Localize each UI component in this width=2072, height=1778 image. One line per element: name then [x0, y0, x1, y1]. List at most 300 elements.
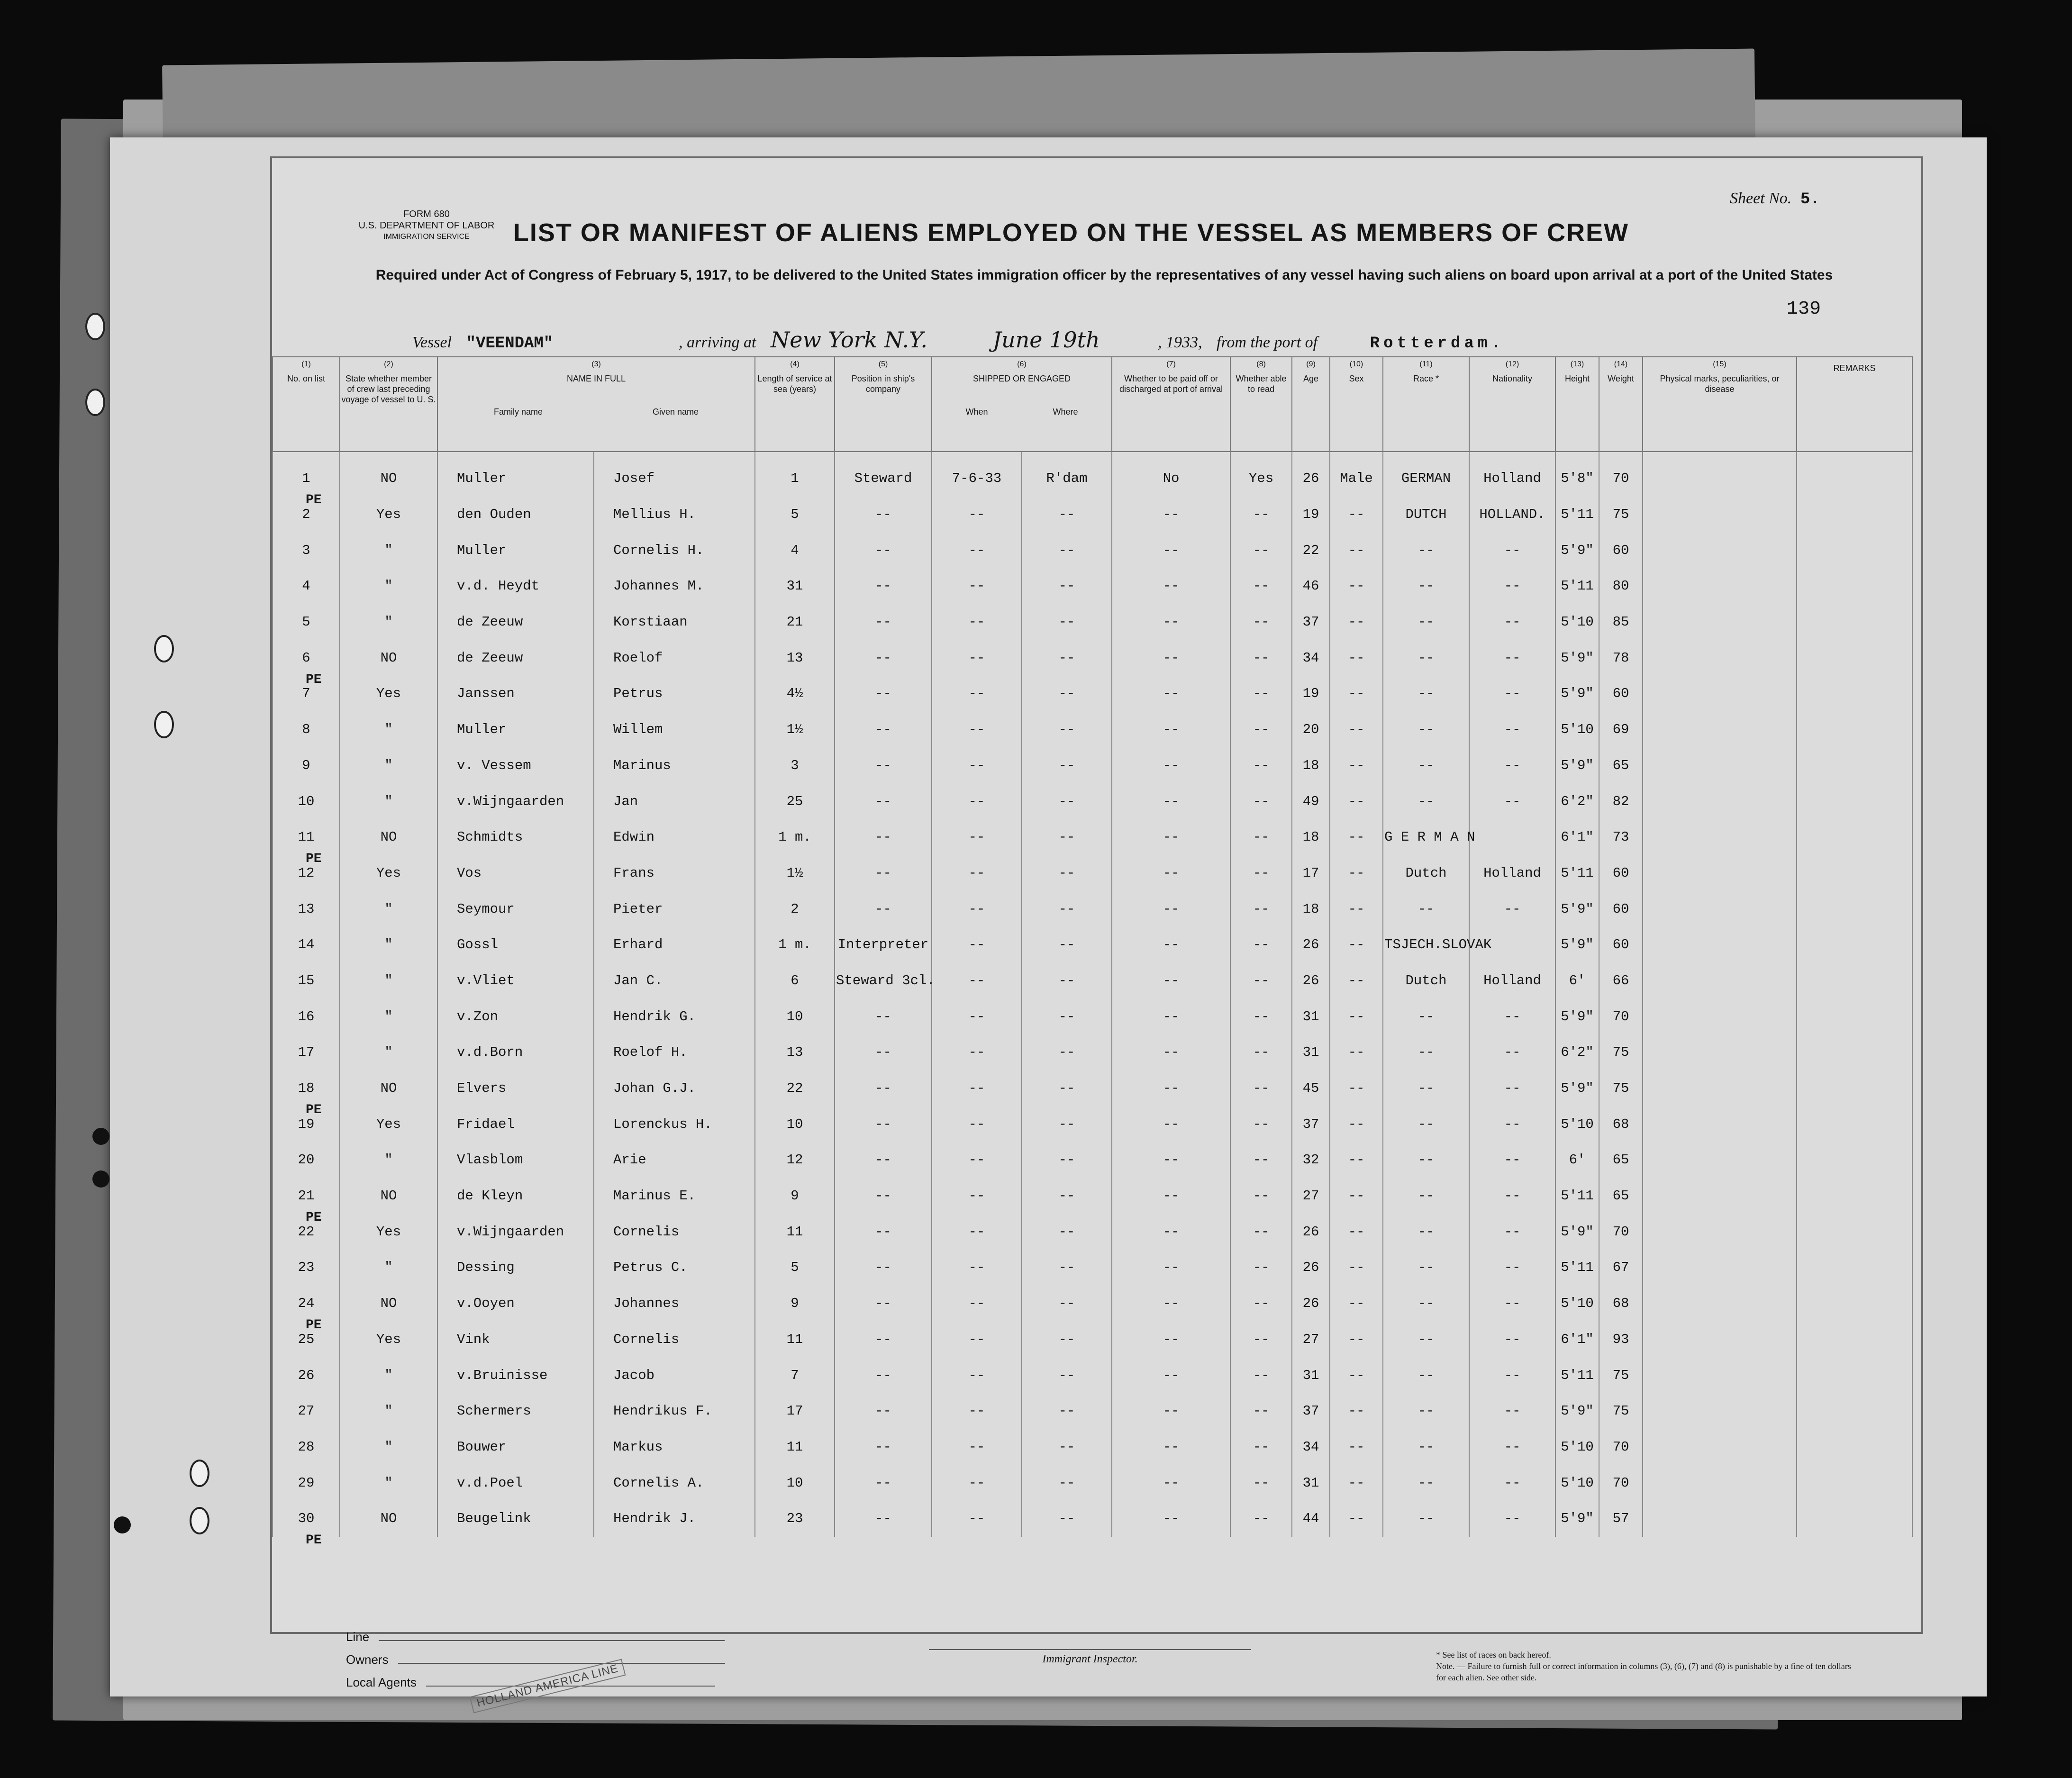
sex-cell: --: [1330, 1250, 1383, 1286]
remarks-cell: [1797, 676, 1912, 712]
physical-marks-cell: [1643, 1142, 1797, 1178]
age-cell: 27: [1292, 1322, 1330, 1358]
weight-cell: 70: [1599, 1214, 1643, 1250]
weight-cell: 82: [1599, 783, 1643, 819]
row-number-cell: 1: [273, 452, 340, 497]
age-cell: 18: [1292, 819, 1330, 855]
height-cell: 6': [1555, 963, 1599, 999]
age-cell: 49: [1292, 783, 1330, 819]
given-name-cell: Mellius H.: [594, 497, 755, 533]
given-name-cell: Marinus: [594, 748, 755, 784]
shipped-where-cell: --: [1022, 963, 1112, 999]
able-to-read-cell: --: [1230, 604, 1292, 640]
paid-off-cell: --: [1112, 783, 1230, 819]
service-length-cell: 1½: [755, 855, 835, 891]
shipped-where-cell: R'dam: [1022, 452, 1112, 497]
weight-cell: 68: [1599, 1286, 1643, 1322]
height-cell: 6'1": [1555, 1322, 1599, 1358]
service-length-cell: 5: [755, 497, 835, 533]
able-to-read-cell: --: [1230, 1357, 1292, 1393]
paid-off-cell: --: [1112, 640, 1230, 676]
nationality-cell: --: [1469, 1393, 1555, 1429]
nationality-cell: --: [1469, 712, 1555, 748]
paid-off-cell: --: [1112, 748, 1230, 784]
position-cell: --: [835, 1106, 932, 1142]
physical-marks-cell: [1643, 1178, 1797, 1214]
family-name-cell: Schmidts: [437, 819, 594, 855]
weight-cell: 75: [1599, 1070, 1643, 1107]
inspector-signature-label: Immigrant Inspector.: [929, 1649, 1251, 1666]
paid-off-cell: --: [1112, 1250, 1230, 1286]
remarks-cell: [1797, 927, 1912, 963]
shipped-where-cell: --: [1022, 1322, 1112, 1358]
remarks-cell: [1797, 1429, 1912, 1465]
able-to-read-cell: --: [1230, 1465, 1292, 1501]
crew-manifest-table: [272, 356, 1913, 1537]
paid-off-cell: --: [1112, 855, 1230, 891]
nationality-cell: --: [1469, 1250, 1555, 1286]
physical-marks-cell: [1643, 1214, 1797, 1250]
previous-voyage-cell: ": [340, 1429, 437, 1465]
row-number-cell: 13: [273, 891, 340, 927]
position-cell: --: [835, 1142, 932, 1178]
physical-marks-cell: [1643, 568, 1797, 604]
able-to-read-cell: --: [1230, 1178, 1292, 1214]
family-name-cell: v.Bruinisse: [437, 1357, 594, 1393]
able-to-read-cell: Yes: [1230, 452, 1292, 497]
table-row: [273, 1214, 1912, 1250]
service-length-cell: 21: [755, 604, 835, 640]
shipped-when-cell: --: [932, 712, 1022, 748]
age-cell: 31: [1292, 1357, 1330, 1393]
physical-marks-cell: [1643, 963, 1797, 999]
nationality-cell: [1469, 819, 1555, 855]
family-name-cell: v.Wijngaarden: [437, 783, 594, 819]
paid-off-cell: --: [1112, 676, 1230, 712]
physical-marks-cell: [1643, 1250, 1797, 1286]
family-name-cell: v.d.Poel: [437, 1465, 594, 1501]
nationality-cell: --: [1469, 676, 1555, 712]
sex-cell: Male: [1330, 452, 1383, 497]
row-number-cell: 28: [273, 1429, 340, 1465]
shipped-where-cell: --: [1022, 1070, 1112, 1107]
remarks-cell: [1797, 452, 1912, 497]
table-row: [273, 1322, 1912, 1358]
able-to-read-cell: --: [1230, 640, 1292, 676]
sheet-number-value: 5.: [1800, 190, 1820, 209]
family-name-cell: v.Zon: [437, 998, 594, 1034]
age-cell: 31: [1292, 1034, 1330, 1070]
age-cell: 22: [1292, 532, 1330, 568]
age-cell: 26: [1292, 1250, 1330, 1286]
row-number-cell: 24: [273, 1286, 340, 1322]
row-number-cell: 2: [273, 497, 340, 533]
race-cell: --: [1383, 1070, 1469, 1107]
sex-cell: --: [1330, 604, 1383, 640]
shipped-where-cell: --: [1022, 1465, 1112, 1501]
paid-off-cell: --: [1112, 819, 1230, 855]
vessel-line: [412, 327, 1881, 353]
age-cell: 31: [1292, 1465, 1330, 1501]
height-cell: 5'9": [1555, 1070, 1599, 1107]
arrival-port: New York N.Y.: [771, 327, 928, 353]
position-cell: --: [835, 1429, 932, 1465]
shipped-where-cell: --: [1022, 568, 1112, 604]
shipped-when-cell: --: [932, 1465, 1022, 1501]
remarks-cell: [1797, 963, 1912, 999]
weight-cell: 75: [1599, 1357, 1643, 1393]
nationality-cell: --: [1469, 783, 1555, 819]
column-header: (9) Age: [1292, 357, 1330, 452]
nationality-cell: --: [1469, 1465, 1555, 1501]
service-length-cell: 6: [755, 963, 835, 999]
remarks-cell: [1797, 819, 1912, 855]
service-length-cell: 1: [755, 452, 835, 497]
row-number-cell: 12: [273, 855, 340, 891]
race-cell: G E R M A N: [1383, 819, 1469, 855]
able-to-read-cell: --: [1230, 927, 1292, 963]
arriving-label: , arriving at: [679, 334, 756, 351]
position-cell: --: [835, 1178, 932, 1214]
shipped-when-cell: --: [932, 748, 1022, 784]
remarks-cell: [1797, 891, 1912, 927]
pe-mark: PE: [306, 1318, 322, 1333]
family-name-cell: v.d. Heydt: [437, 568, 594, 604]
able-to-read-cell: --: [1230, 1286, 1292, 1322]
remarks-cell: [1797, 1501, 1912, 1537]
height-cell: 5'11: [1555, 855, 1599, 891]
binder-hole-icon: [154, 635, 174, 662]
sex-cell: --: [1330, 640, 1383, 676]
nationality-cell: --: [1469, 1322, 1555, 1358]
physical-marks-cell: [1643, 1070, 1797, 1107]
weight-cell: 65: [1599, 1178, 1643, 1214]
previous-voyage-cell: NO: [340, 1501, 437, 1537]
position-cell: Steward 3cl.: [835, 963, 932, 999]
column-header: (7) Whether to be paid off or discharged at port of arrival: [1112, 357, 1230, 452]
sex-cell: --: [1330, 1429, 1383, 1465]
previous-voyage-cell: NO: [340, 1178, 437, 1214]
physical-marks-cell: [1643, 1429, 1797, 1465]
shipped-when-cell: --: [932, 1070, 1022, 1107]
previous-voyage-cell: ": [340, 568, 437, 604]
row-number-cell: 8: [273, 712, 340, 748]
column-header: (5) Position in ship's company: [835, 357, 932, 452]
service-length-cell: 13: [755, 1034, 835, 1070]
previous-voyage-cell: Yes: [340, 1214, 437, 1250]
physical-marks-cell: [1643, 1286, 1797, 1322]
race-cell: --: [1383, 1178, 1469, 1214]
position-cell: --: [835, 532, 932, 568]
position-cell: --: [835, 497, 932, 533]
physical-marks-cell: [1643, 1034, 1797, 1070]
row-number-cell: 21: [273, 1178, 340, 1214]
weight-cell: 85: [1599, 604, 1643, 640]
pe-mark: PE: [306, 493, 322, 508]
age-cell: 34: [1292, 640, 1330, 676]
family-name-cell: Elvers: [437, 1070, 594, 1107]
physical-marks-cell: [1643, 452, 1797, 497]
sex-cell: --: [1330, 1070, 1383, 1107]
row-number-cell: 6: [273, 640, 340, 676]
weight-cell: 66: [1599, 963, 1643, 999]
arrival-year: , 1933,: [1158, 334, 1202, 351]
pe-mark: PE: [306, 672, 322, 687]
paid-off-cell: --: [1112, 497, 1230, 533]
sex-cell: --: [1330, 1142, 1383, 1178]
able-to-read-cell: --: [1230, 1393, 1292, 1429]
shipped-when-cell: --: [932, 1322, 1022, 1358]
service-length-cell: 23: [755, 1501, 835, 1537]
table-row: [273, 1286, 1912, 1322]
table-row: [273, 1357, 1912, 1393]
race-cell: --: [1383, 891, 1469, 927]
able-to-read-cell: --: [1230, 1322, 1292, 1358]
able-to-read-cell: --: [1230, 748, 1292, 784]
shipped-when-cell: --: [932, 1393, 1022, 1429]
family-name-cell: Schermers: [437, 1393, 594, 1429]
position-cell: --: [835, 1250, 932, 1286]
position-cell: --: [835, 1286, 932, 1322]
form-number: FORM 680: [403, 209, 450, 219]
shipped-when-cell: --: [932, 1357, 1022, 1393]
weight-cell: 65: [1599, 748, 1643, 784]
shipped-where-cell: --: [1022, 640, 1112, 676]
service-length-cell: 22: [755, 1070, 835, 1107]
height-cell: 5'9": [1555, 998, 1599, 1034]
race-cell: --: [1383, 1034, 1469, 1070]
physical-marks-cell: [1643, 532, 1797, 568]
position-cell: --: [835, 604, 932, 640]
race-cell: --: [1383, 1357, 1469, 1393]
shipped-where-cell: --: [1022, 497, 1112, 533]
able-to-read-cell: --: [1230, 1106, 1292, 1142]
age-cell: 26: [1292, 963, 1330, 999]
row-number-cell: 10: [273, 783, 340, 819]
previous-voyage-cell: NO: [340, 1286, 437, 1322]
race-cell: --: [1383, 1142, 1469, 1178]
column-header: (15) Physical marks, peculiarities, or disease: [1643, 357, 1797, 452]
shipped-when-cell: --: [932, 1214, 1022, 1250]
service-length-cell: 10: [755, 1465, 835, 1501]
height-cell: 5'10: [1555, 1465, 1599, 1501]
weight-cell: 75: [1599, 1393, 1643, 1429]
nationality-cell: --: [1469, 1286, 1555, 1322]
service-length-cell: 9: [755, 1178, 835, 1214]
given-name-cell: Roelof: [594, 640, 755, 676]
shipped-where-cell: --: [1022, 819, 1112, 855]
nationality-cell: --: [1469, 1214, 1555, 1250]
table-row: [273, 1393, 1912, 1429]
nationality-cell: --: [1469, 1106, 1555, 1142]
sex-cell: --: [1330, 927, 1383, 963]
previous-voyage-cell: ": [340, 1250, 437, 1286]
race-cell: --: [1383, 1429, 1469, 1465]
family-name-cell: de Zeeuw: [437, 604, 594, 640]
previous-voyage-cell: NO: [340, 452, 437, 497]
service-length-cell: 2: [755, 891, 835, 927]
able-to-read-cell: --: [1230, 1142, 1292, 1178]
shipped-when-cell: --: [932, 676, 1022, 712]
shipped-when-cell: --: [932, 532, 1022, 568]
weight-cell: 70: [1599, 1465, 1643, 1501]
row-number-cell: 7: [273, 676, 340, 712]
height-cell: 5'11: [1555, 1250, 1599, 1286]
age-cell: 37: [1292, 1393, 1330, 1429]
physical-marks-cell: [1643, 891, 1797, 927]
given-name-cell: Jan C.: [594, 963, 755, 999]
physical-marks-cell: [1643, 819, 1797, 855]
column-header: (14) Weight: [1599, 357, 1643, 452]
shipped-when-cell: --: [932, 1250, 1022, 1286]
physical-marks-cell: [1643, 497, 1797, 533]
race-cell: --: [1383, 998, 1469, 1034]
nationality-cell: --: [1469, 891, 1555, 927]
shipped-where-cell: --: [1022, 676, 1112, 712]
position-cell: --: [835, 783, 932, 819]
previous-voyage-cell: Yes: [340, 1322, 437, 1358]
weight-cell: 70: [1599, 452, 1643, 497]
column-header: (10) Sex: [1330, 357, 1383, 452]
able-to-read-cell: --: [1230, 1501, 1292, 1537]
paid-off-cell: --: [1112, 1142, 1230, 1178]
table-row: [273, 1178, 1912, 1214]
binder-hole-icon: [85, 389, 105, 416]
height-cell: 6'2": [1555, 1034, 1599, 1070]
previous-voyage-cell: ": [340, 1393, 437, 1429]
height-cell: 5'10: [1555, 1286, 1599, 1322]
weight-cell: 75: [1599, 497, 1643, 533]
sex-cell: --: [1330, 855, 1383, 891]
paid-off-cell: --: [1112, 1214, 1230, 1250]
table-row: [273, 532, 1912, 568]
paid-off-cell: --: [1112, 568, 1230, 604]
family-name-cell: den Ouden: [437, 497, 594, 533]
penalty-note: Note. — Failure to furnish full or correct information in columns (3), (6), (7) and (8) is punishable by a fine of ten dollars for each alien. See other side.: [1436, 1661, 1851, 1682]
paid-off-cell: --: [1112, 604, 1230, 640]
position-cell: --: [835, 712, 932, 748]
shipped-where-cell: --: [1022, 998, 1112, 1034]
shipped-where-cell: --: [1022, 1034, 1112, 1070]
position-cell: Steward: [835, 452, 932, 497]
able-to-read-cell: --: [1230, 1429, 1292, 1465]
weight-cell: 70: [1599, 998, 1643, 1034]
height-cell: 5'9": [1555, 1214, 1599, 1250]
service-length-cell: 1 m.: [755, 819, 835, 855]
service-length-cell: 17: [755, 1393, 835, 1429]
shipped-when-cell: --: [932, 1429, 1022, 1465]
table-row: [273, 748, 1912, 784]
vessel-label: Vessel: [412, 334, 452, 351]
table-row: [273, 497, 1912, 533]
nationality-cell: --: [1469, 604, 1555, 640]
age-cell: 18: [1292, 891, 1330, 927]
row-number-cell: 5: [273, 604, 340, 640]
remarks-cell: [1797, 604, 1912, 640]
race-cell: --: [1383, 1465, 1469, 1501]
paid-off-cell: --: [1112, 1034, 1230, 1070]
nationality-cell: HOLLAND.: [1469, 497, 1555, 533]
family-name-cell: v. Vessem: [437, 748, 594, 784]
previous-voyage-cell: ": [340, 1465, 437, 1501]
previous-voyage-cell: ": [340, 1034, 437, 1070]
row-number-cell: 26: [273, 1357, 340, 1393]
sex-cell: --: [1330, 1034, 1383, 1070]
column-header: (11) Race *: [1383, 357, 1469, 452]
given-name-cell: Johannes M.: [594, 568, 755, 604]
physical-marks-cell: [1643, 604, 1797, 640]
family-name-cell: de Zeeuw: [437, 640, 594, 676]
table-row: [273, 676, 1912, 712]
height-cell: 5'11: [1555, 568, 1599, 604]
family-name-cell: Muller: [437, 452, 594, 497]
previous-voyage-cell: ": [340, 963, 437, 999]
owners-field: [346, 1648, 725, 1671]
row-number-cell: 11: [273, 819, 340, 855]
remarks-cell: [1797, 1250, 1912, 1286]
family-name-cell: Gossl: [437, 927, 594, 963]
shipped-when-cell: --: [932, 1106, 1022, 1142]
given-name-cell: Josef: [594, 452, 755, 497]
nationality-cell: --: [1469, 1429, 1555, 1465]
previous-voyage-cell: ": [340, 998, 437, 1034]
row-number-cell: 15: [273, 963, 340, 999]
physical-marks-cell: [1643, 748, 1797, 784]
paid-off-cell: --: [1112, 891, 1230, 927]
family-name-cell: Vos: [437, 855, 594, 891]
family-name-cell: Bouwer: [437, 1429, 594, 1465]
position-cell: --: [835, 1357, 932, 1393]
previous-voyage-cell: ": [340, 783, 437, 819]
row-number-cell: 29: [273, 1465, 340, 1501]
remarks-cell: [1797, 1070, 1912, 1107]
family-name-cell: Dessing: [437, 1250, 594, 1286]
weight-cell: 67: [1599, 1250, 1643, 1286]
row-number-cell: 19: [273, 1106, 340, 1142]
weight-cell: 93: [1599, 1322, 1643, 1358]
physical-marks-cell: [1643, 998, 1797, 1034]
sex-cell: --: [1330, 748, 1383, 784]
family-name-cell: Muller: [437, 532, 594, 568]
remarks-cell: [1797, 568, 1912, 604]
table-row: [273, 712, 1912, 748]
page-title: LIST OR MANIFEST OF ALIENS EMPLOYED ON THE VESSEL AS MEMBERS OF CREW: [513, 218, 1629, 247]
row-number-cell: 18: [273, 1070, 340, 1107]
position-cell: --: [835, 1034, 932, 1070]
column-header: (4) Length of service at sea (years): [755, 357, 835, 452]
given-name-cell: Roelof H.: [594, 1034, 755, 1070]
able-to-read-cell: --: [1230, 712, 1292, 748]
age-cell: 26: [1292, 1214, 1330, 1250]
sex-cell: --: [1330, 1286, 1383, 1322]
sex-cell: --: [1330, 676, 1383, 712]
position-cell: --: [835, 1322, 932, 1358]
table-row: [273, 568, 1912, 604]
paid-off-cell: --: [1112, 963, 1230, 999]
given-name-cell: Jan: [594, 783, 755, 819]
able-to-read-cell: --: [1230, 891, 1292, 927]
previous-voyage-cell: Yes: [340, 497, 437, 533]
physical-marks-cell: [1643, 1322, 1797, 1358]
given-name-cell: Pieter: [594, 891, 755, 927]
sheet-number-label: Sheet No.: [1730, 190, 1792, 207]
family-name-cell: Janssen: [437, 676, 594, 712]
given-name-cell: Arie: [594, 1142, 755, 1178]
table-row: [273, 819, 1912, 855]
binder-hole-icon: [190, 1460, 209, 1487]
departure-port: Rotterdam.: [1370, 335, 1505, 353]
nationality-cell: Holland: [1469, 855, 1555, 891]
